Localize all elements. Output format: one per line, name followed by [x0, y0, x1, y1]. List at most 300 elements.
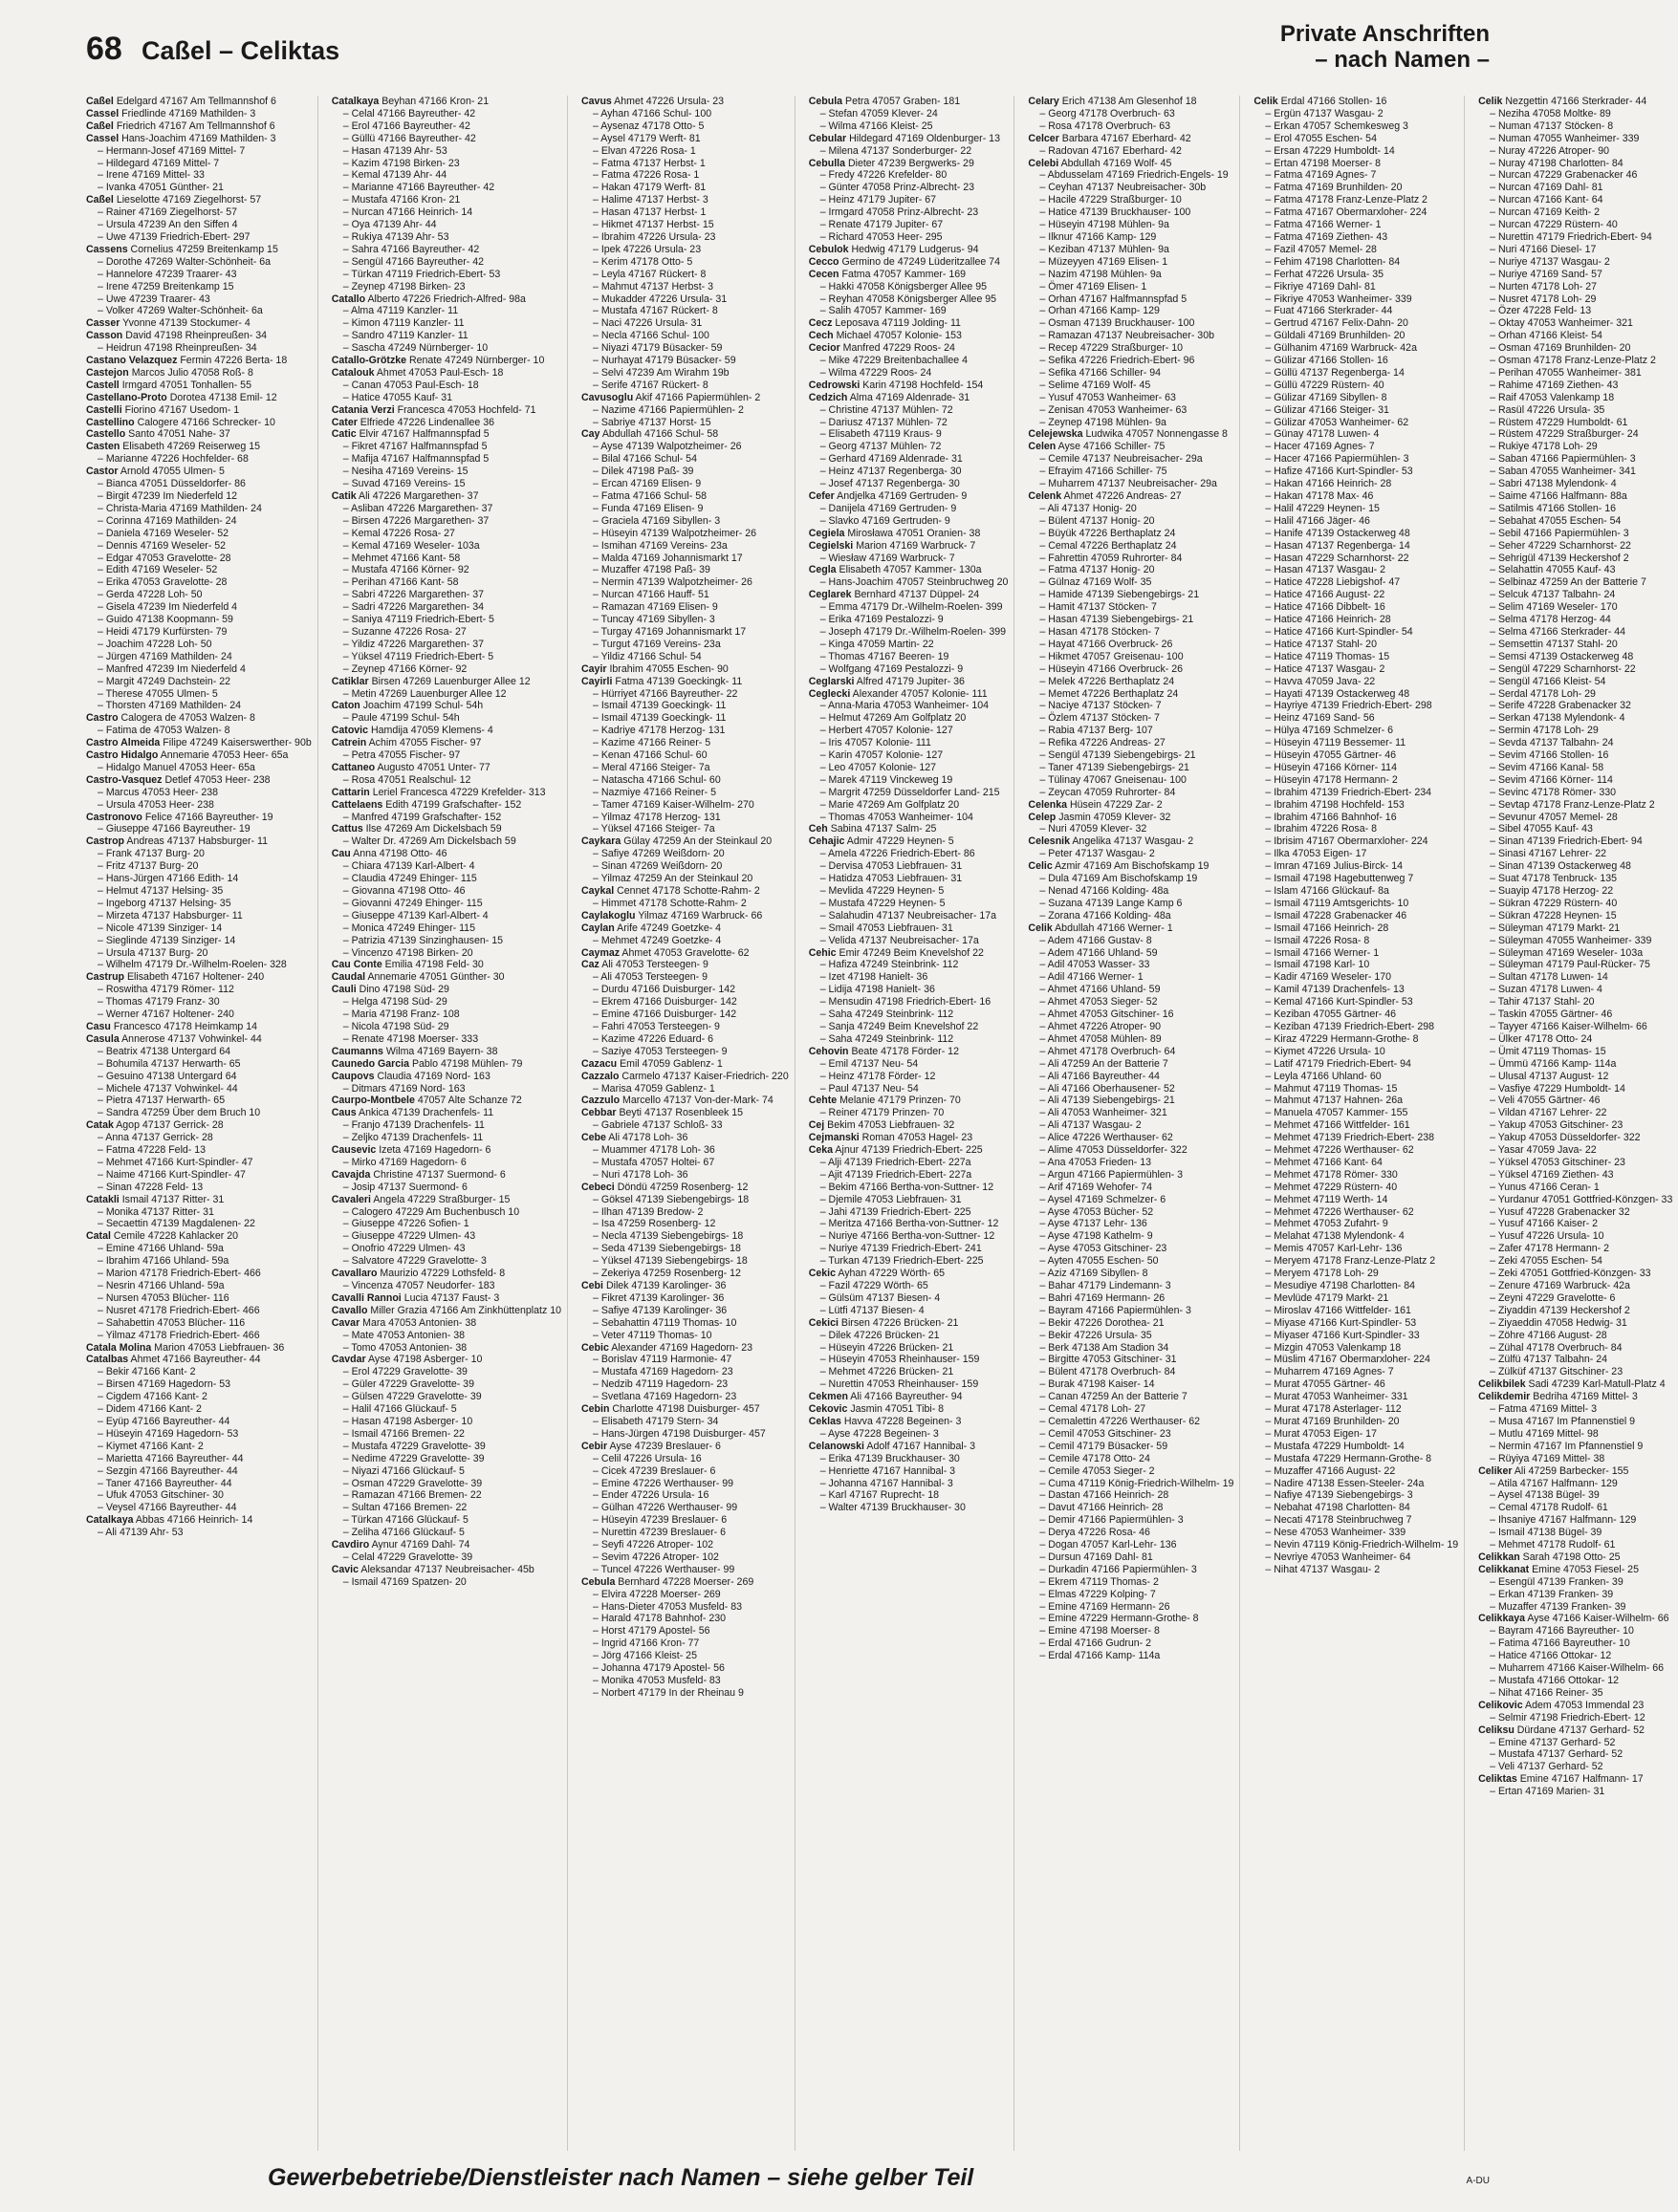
entry-text: – Hatice 47137 Wasgau- 2 — [1265, 662, 1385, 675]
directory-entry — [1478, 1428, 1672, 1441]
entry-text: – Orhan 47167 Halfmannspfad 5 — [1039, 293, 1188, 305]
directory-entry — [1028, 823, 1233, 835]
entry-text: – Hüseyin 47053 Rheinhauser- 159 — [819, 1354, 980, 1366]
entry-text: – Gülnaz 47169 Wolf- 35 — [1039, 576, 1152, 589]
directory-entry — [332, 1564, 561, 1576]
entry-text: Bernhard 47228 Moerser- 269 — [618, 1575, 754, 1588]
directory-entry — [809, 158, 1009, 170]
entry-text: – Fazil 47057 Memel- 28 — [1265, 243, 1377, 255]
directory-entry — [1028, 959, 1233, 971]
entry-text: – Irene 47259 Breitenkamp 15 — [98, 280, 234, 293]
entry-text: Hildegard 47169 Oldenburger- 13 — [849, 132, 1000, 144]
directory-entry — [1478, 1761, 1672, 1773]
directory-entry — [809, 206, 1009, 219]
directory-entry — [1478, 947, 1672, 960]
directory-entry — [581, 133, 789, 145]
entry-text: – Rosa 47051 Realschul- 12 — [342, 773, 471, 786]
entry-text: – Murat 47055 Gärtner- 46 — [1265, 1378, 1385, 1391]
directory-entry — [332, 1378, 561, 1391]
entry-surname: Cehajic — [808, 835, 845, 848]
entry-text: – Durdu 47166 Duisburger- 142 — [593, 984, 736, 996]
entry-surname: Cau Conte — [331, 959, 382, 971]
directory-entry — [332, 1502, 561, 1514]
entry-text: – Josef 47137 Regenberga- 30 — [819, 478, 960, 490]
entry-text: – Dilek 47226 Brücken- 21 — [819, 1329, 940, 1341]
entry-text: – Hans-Jürgen 47166 Edith- 14 — [98, 873, 239, 885]
directory-entry — [581, 1650, 789, 1662]
entry-text: – Ajit 47139 Friedrich-Ebert- 227a — [819, 1168, 972, 1181]
entry-text: – Kimon 47119 Kanzler- 11 — [342, 317, 465, 330]
entry-text: – Yildiz 47226 Margarethen- 37 — [342, 638, 484, 650]
directory-entry — [86, 108, 312, 120]
entry-surname: Ceglarski — [808, 675, 855, 687]
entry-text: – Renate 47198 Moerser- 333 — [342, 1032, 479, 1045]
entry-text: – Nermin 47167 Im Pfannenstiel 9 — [1490, 1440, 1644, 1452]
entry-text: – Zülküf 47137 Gitschiner- 23 — [1490, 1366, 1624, 1378]
entry-text: – Hasan 47139 Siebengebirgs- 21 — [1039, 614, 1194, 626]
entry-text: – Chiara 47139 Karl-Albert- 4 — [342, 860, 475, 873]
entry-text: – Nurhayat 47179 Büsacker- 59 — [593, 355, 736, 367]
directory-entry — [581, 293, 789, 306]
directory-entry — [581, 1008, 789, 1021]
entry-text: – Güler 47229 Gravelotte- 39 — [342, 1378, 474, 1391]
entry-text: – Johanna 47167 Hannibal- 3 — [819, 1477, 953, 1489]
entry-text: – Semsettin 47137 Stahl- 20 — [1490, 638, 1618, 650]
entry-text: – Hildegard 47169 Mittel- 7 — [98, 157, 220, 169]
directory-entry — [1253, 355, 1458, 367]
directory-entry — [809, 885, 1009, 898]
entry-surname: Ceglecki — [808, 687, 851, 700]
directory-entry — [1478, 1403, 1672, 1416]
directory-entry — [581, 959, 789, 971]
entry-text: Döndü 47259 Rosenberg- 12 — [617, 1181, 749, 1193]
entry-text: – Fatma 47169 Mittel- 3 — [1490, 1403, 1598, 1416]
entry-text: – Lidija 47198 Hanielt- 36 — [819, 984, 935, 996]
directory-entry — [809, 1206, 1009, 1219]
entry-text: – Sermin 47178 Loh- 29 — [1490, 725, 1599, 737]
directory-entry — [1478, 589, 1672, 601]
directory-entry — [1478, 194, 1672, 206]
entry-text: – Muharrem 47137 Neubreisacher- 29a — [1039, 478, 1217, 490]
entry-text: – Ismail 47169 Spatzen- 20 — [342, 1575, 467, 1588]
directory-entry — [86, 1416, 312, 1428]
directory-entry — [1478, 1292, 1672, 1305]
directory-entry — [1028, 108, 1233, 120]
entry-text: – Ismihan 47169 Vereins- 23a — [593, 539, 728, 552]
entry-text: – Mustafa 47166 Kron- 21 — [342, 194, 461, 206]
entry-text: – Wilma 47229 Roos- 24 — [819, 366, 932, 379]
directory-entry — [1253, 1305, 1458, 1317]
entry-text: Ajnur 47139 Friedrich-Ebert- 225 — [835, 1144, 983, 1157]
entry-text: – Cigdem 47166 Kant- 2 — [98, 1391, 207, 1403]
directory-entry — [1028, 688, 1233, 701]
entry-text: – Erol 47166 Bayreuther- 42 — [342, 119, 470, 132]
directory-entry — [1253, 515, 1458, 528]
directory-entry — [1028, 182, 1233, 194]
entry-text: – Erol 47055 Eschen- 54 — [1265, 132, 1377, 144]
directory-entry — [1028, 922, 1233, 935]
entry-surname: Castro Almeida — [86, 737, 161, 749]
entry-text: – Aysel 47179 Werft- 81 — [593, 132, 701, 144]
entry-text: – Ramazan 47169 Elisen- 9 — [593, 601, 718, 614]
entry-text: – Abdusselam 47169 Friedrich-Engels- 19 — [1039, 169, 1229, 182]
directory-entry — [332, 1391, 561, 1403]
entry-text: – Hans-Jürgen 47198 Duisburger- 457 — [593, 1427, 766, 1440]
directory-entry — [86, 293, 312, 306]
entry-surname: Castell — [86, 379, 120, 391]
entry-text: – Hannelore 47239 Traarer- 43 — [98, 268, 237, 280]
entry-text: – Saban 47166 Papiermühlen- 3 — [1490, 453, 1636, 466]
directory-entry — [1253, 404, 1458, 417]
entry-text: – Nurettin 47179 Friedrich-Ebert- 94 — [1490, 230, 1652, 243]
entry-text: – Giovanna 47198 Otto- 46 — [342, 885, 466, 897]
entry-surname: Cebulla — [808, 157, 845, 169]
directory-entry — [581, 194, 789, 206]
directory-entry — [809, 1182, 1009, 1194]
entry-text: – Bayram 47166 Papiermühlen- 3 — [1039, 1304, 1191, 1316]
entry-text: – Naime 47166 Kurt-Spindler- 47 — [98, 1168, 246, 1181]
entry-text: – Hanife 47139 Ostackerweg 48 — [1265, 527, 1410, 539]
entry-text: Emilia 47198 Feld- 30 — [384, 959, 484, 971]
entry-text: – Jahi 47139 Friedrich-Ebert- 225 — [819, 1205, 971, 1218]
directory-entry — [86, 1169, 312, 1182]
entry-text: – Gülsüm 47137 Biesen- 4 — [819, 1291, 941, 1304]
directory-entry — [809, 528, 1009, 540]
directory-entry — [809, 428, 1009, 441]
entry-text: – Eyüp 47166 Bayreuther- 44 — [98, 1415, 230, 1427]
directory-entry — [581, 1119, 789, 1132]
directory-entry — [809, 540, 1009, 553]
directory-entry — [332, 417, 561, 429]
entry-text: Calogera de 47053 Walzen- 8 — [120, 712, 255, 725]
entry-text: Annemarie 47053 Heer- 65a — [160, 749, 289, 762]
entry-surname: Ceglarek — [808, 589, 852, 601]
entry-text: – Meral 47166 Steiger- 7a — [593, 761, 710, 773]
directory-entry — [86, 737, 312, 749]
directory-entry — [809, 1280, 1009, 1292]
directory-entry — [332, 1194, 561, 1206]
directory-entry — [1028, 158, 1233, 170]
entry-text: – Mehmet 47178 Rudolf- 61 — [1490, 1539, 1616, 1551]
entry-text: – Sevim 47166 Kanal- 58 — [1490, 761, 1604, 773]
directory-entry — [809, 145, 1009, 158]
entry-text: – Edgar 47053 Gravelotte- 28 — [98, 552, 231, 564]
directory-entry — [1478, 601, 1672, 614]
directory-entry — [1478, 1539, 1672, 1551]
entry-text: – Zeljko 47139 Drachenfels- 11 — [342, 1132, 484, 1144]
entry-text: – Fahri 47053 Tersteegen- 9 — [593, 1020, 720, 1032]
directory-entry — [809, 725, 1009, 737]
entry-text: – Ramazan 47137 Neubreisacher- 30b — [1039, 330, 1214, 342]
entry-text: – Anna-Maria 47053 Wanheimer- 104 — [819, 700, 989, 712]
entry-text: – Perihan 47055 Wanheimer- 381 — [1490, 366, 1642, 379]
directory-entry — [86, 1403, 312, 1416]
directory-entry — [809, 601, 1009, 614]
entry-text: Adolf 47167 Hannibal- 3 — [866, 1440, 976, 1452]
entry-text: Ali 47178 Loh- 36 — [608, 1132, 688, 1144]
entry-surname: Catic — [331, 428, 357, 441]
entry-surname: Ceka — [808, 1144, 834, 1157]
entry-text: – Sengül 47166 Bayreuther- 42 — [342, 255, 484, 268]
entry-surname: Celikkan — [1478, 1551, 1520, 1563]
entry-surname: Castellano-Proto — [86, 391, 167, 403]
directory-entry — [1478, 1551, 1672, 1564]
entry-surname: Celiksu — [1478, 1724, 1515, 1736]
entry-text: – Harald 47178 Bahnhof- 230 — [593, 1613, 727, 1625]
directory-entry — [809, 219, 1009, 231]
entry-text: – Müzeyyen 47169 Elisen- 1 — [1039, 255, 1168, 268]
entry-text: Elisabeth 47167 Holtener- 240 — [126, 971, 265, 984]
entry-text: Leposava 47119 Jolding- 11 — [835, 317, 961, 330]
directory-entry — [809, 835, 1009, 848]
directory-entry — [581, 1083, 789, 1095]
directory-entry — [1478, 1083, 1672, 1095]
entry-surname: Catovic — [331, 725, 369, 737]
entry-text: – Zafer 47178 Hermann- 2 — [1490, 1243, 1609, 1255]
directory-entry — [1253, 1478, 1458, 1490]
directory-entry — [809, 108, 1009, 120]
entry-text: – Henriette 47167 Hannibal- 3 — [819, 1464, 956, 1477]
directory-entry — [1028, 1157, 1233, 1169]
entry-text: – Seda 47139 Siebengebirgs- 18 — [593, 1243, 741, 1255]
entry-text: – Thomas 47179 Franz- 30 — [98, 996, 220, 1008]
entry-text: – Ali 47137 Honig- 20 — [1039, 502, 1137, 514]
entry-text: – Michele 47137 Vohwinkel- 44 — [98, 1082, 238, 1095]
entry-text: – Ertan 47169 Marien- 31 — [1490, 1786, 1605, 1798]
entry-text: – Nebahat 47198 Charlotten- 84 — [1265, 1502, 1410, 1514]
directory-entry — [581, 749, 789, 762]
directory-entry — [1028, 342, 1233, 355]
entry-text: – Raif 47053 Valenkamp 18 — [1490, 391, 1615, 403]
entry-text: – Burak 47198 Kaiser- 14 — [1039, 1378, 1155, 1391]
directory-entry — [332, 503, 561, 515]
directory-entry — [1028, 1416, 1233, 1428]
directory-entry — [581, 1465, 789, 1478]
entry-text: – Selahattin 47055 Kauf- 43 — [1490, 564, 1616, 576]
directory-entry — [1253, 1255, 1458, 1268]
entry-text: – Zeynep 47198 Birken- 23 — [342, 280, 466, 293]
entry-text: – Helmut 47269 Am Golfplatz 20 — [819, 712, 967, 725]
entry-text: – Yasar 47059 Java- 22 — [1490, 1144, 1597, 1157]
directory-entry — [1253, 540, 1458, 553]
entry-text: – Ali 47166 Bayreuther- 44 — [1039, 1070, 1160, 1082]
section-title-line-1: Private Anschriften — [1279, 21, 1490, 47]
section-title — [1280, 21, 1490, 73]
directory-entry — [1253, 812, 1458, 824]
entry-surname: Cater — [331, 416, 358, 428]
directory-entry — [86, 1317, 312, 1330]
directory-entry — [1253, 466, 1458, 478]
entry-text: – Saniya 47119 Friedrich-Ebert- 5 — [342, 614, 494, 626]
directory-entry — [1028, 1564, 1233, 1576]
directory-entry — [1028, 725, 1233, 737]
entry-surname: Cassel — [86, 132, 120, 144]
entry-text: – Yusuf 47228 Grabenacker 32 — [1490, 1205, 1630, 1218]
directory-entry — [1478, 1218, 1672, 1230]
entry-text: Ilse 47269 Am Dickelsbach 59 — [365, 823, 502, 835]
directory-entry — [1253, 1230, 1458, 1243]
entry-text: – Suzanne 47226 Rosa- 27 — [342, 625, 467, 638]
entry-text: – Bekim 47166 Bertha-von-Suttner- 12 — [819, 1181, 994, 1193]
entry-text: – Sinan 47228 Feld- 13 — [98, 1181, 204, 1193]
entry-text: Adem 47053 Immendal 23 — [1525, 1699, 1645, 1711]
directory-entry — [581, 589, 789, 601]
directory-entry — [1028, 639, 1233, 651]
entry-text: – Suayip 47178 Herzog- 22 — [1490, 885, 1614, 897]
entry-text: – Mustafa 47057 Holtei- 67 — [593, 1156, 715, 1168]
directory-entry — [86, 835, 312, 848]
directory-entry — [1028, 355, 1233, 367]
entry-text: – Petra 47055 Fischer- 97 — [342, 749, 461, 762]
directory-entry — [1478, 133, 1672, 145]
directory-entry — [581, 453, 789, 466]
entry-surname: Celikbilek — [1478, 1378, 1526, 1391]
directory-entry — [86, 860, 312, 873]
entry-text: – Monika 47053 Musfeld- 83 — [593, 1675, 721, 1686]
directory-entry — [1478, 367, 1672, 380]
directory-entry — [1478, 885, 1672, 898]
directory-entry — [809, 1305, 1009, 1317]
entry-text: – Numan 47055 Wanheimer- 339 — [1490, 132, 1640, 144]
entry-text: Alexander 47169 Hagedorn- 23 — [611, 1341, 753, 1354]
directory-entry — [1253, 133, 1458, 145]
directory-entry — [581, 182, 789, 194]
directory-entry — [1028, 428, 1233, 441]
directory-entry — [581, 1058, 789, 1071]
entry-text: – Ekrem 47166 Duisburger- 142 — [593, 996, 737, 1008]
directory-entry — [332, 108, 561, 120]
entry-text: – Nurcan 47169 Dahl- 81 — [1490, 182, 1603, 194]
entry-text: Elisabeth 47269 Reiserweg 15 — [122, 441, 260, 453]
entry-text: Elvir 47167 Halfmannspfad 5 — [359, 428, 490, 441]
directory-entry — [809, 651, 1009, 663]
directory-entry — [1478, 231, 1672, 244]
directory-entry — [86, 799, 312, 812]
directory-entry — [86, 194, 312, 206]
entry-text: Ayse 47198 Asberger- 10 — [368, 1354, 483, 1366]
entry-surname: Cech — [808, 330, 834, 342]
directory-entry — [332, 1280, 561, 1292]
entry-text: – Mesudiye 47198 Charlotten- 84 — [1265, 1280, 1416, 1291]
entry-text: – Hürriyet 47166 Bayreuther- 22 — [593, 687, 738, 700]
entry-text: – Tuncel 47226 Werthauser- 99 — [593, 1563, 735, 1575]
entry-text: – Büyük 47226 Berthaplatz 24 — [1039, 527, 1176, 539]
entry-text: – Sinan 47139 Friedrich-Ebert- 94 — [1490, 835, 1643, 848]
directory-entry — [86, 1107, 312, 1119]
directory-entry — [332, 305, 561, 317]
entry-text: – Sebil 47166 Papiermühlen- 3 — [1490, 527, 1629, 539]
entry-text: – Memet 47226 Berthaplatz 24 — [1039, 687, 1179, 700]
entry-text: – Nazim 47198 Mühlen- 9a — [1039, 268, 1162, 280]
entry-text: – Nesrin 47166 Uhland- 59a — [98, 1280, 225, 1291]
entry-text: – Fatima de 47053 Walzen- 8 — [98, 725, 230, 737]
entry-text: – Bilal 47166 Schul- 54 — [593, 453, 697, 466]
entry-text: – Yakup 47053 Düsseldorfer- 322 — [1490, 1132, 1641, 1144]
entry-text: – Veysel 47166 Bayreuther- 44 — [98, 1502, 237, 1514]
entry-text: – Hatice 47166 Ottokar- 12 — [1490, 1650, 1612, 1662]
entry-text: – Ümmü 47166 Kamp- 114a — [1490, 1057, 1617, 1070]
directory-entry — [86, 281, 312, 293]
entry-text: – Wolfgang 47169 Pestalozzi- 9 — [819, 662, 964, 675]
directory-entry — [332, 490, 561, 503]
entry-text: – Kiymet 47166 Kant- 2 — [98, 1440, 204, 1452]
entry-text: – Monika 47137 Ritter- 31 — [98, 1205, 214, 1218]
entry-surname: Cekici — [808, 1316, 839, 1329]
entry-text: Dino 47198 Süd- 29 — [359, 984, 449, 996]
entry-surname: Celikkanat — [1478, 1563, 1530, 1575]
directory-entry — [1478, 466, 1672, 478]
directory-entry — [1253, 182, 1458, 194]
entry-text: – Hafize 47166 Kurt-Spindler- 53 — [1265, 466, 1413, 478]
directory-entry — [1478, 1576, 1672, 1589]
directory-entry — [332, 639, 561, 651]
entry-text: – Nese 47053 Wanheimer- 339 — [1265, 1527, 1406, 1539]
entry-text: – Fritz 47137 Burg- 20 — [98, 860, 199, 873]
entry-text: – Mahmut 47119 Thomas- 15 — [1265, 1082, 1398, 1095]
directory-entry — [1028, 996, 1233, 1008]
directory-entry — [581, 910, 789, 922]
directory-entry — [1253, 589, 1458, 601]
directory-entry — [1253, 935, 1458, 947]
directory-entry — [86, 158, 312, 170]
directory-entry — [1478, 392, 1672, 404]
entry-text: – Hatice 47166 Dibbelt- 16 — [1265, 601, 1385, 614]
directory-entry — [1478, 823, 1672, 835]
directory-entry — [581, 404, 789, 417]
directory-entry — [1478, 145, 1672, 158]
directory-entry — [86, 1008, 312, 1021]
directory-entry — [1028, 1489, 1233, 1502]
entry-text: – Yusuf 47166 Kaiser- 2 — [1490, 1218, 1599, 1230]
entry-text: – Volker 47269 Walter-Schönheit- 6a — [98, 305, 263, 317]
entry-text: – Nazmiye 47166 Reiner- 5 — [593, 786, 716, 798]
directory-columns — [86, 96, 1673, 2151]
entry-text: – Kadir 47169 Weseler- 170 — [1265, 971, 1392, 984]
directory-entry — [581, 1453, 789, 1465]
entry-text: – Hakan 47166 Heinrich- 28 — [1265, 478, 1392, 490]
entry-text: – Ditmars 47169 Nord- 163 — [342, 1082, 466, 1095]
directory-entry — [332, 688, 561, 701]
entry-text: – Nadire 47138 Essen-Steeler- 24a — [1265, 1477, 1425, 1489]
entry-text: – Hasan 47139 Ahr- 53 — [342, 144, 447, 157]
directory-entry — [581, 898, 789, 910]
directory-entry — [86, 1194, 312, 1206]
entry-surname: Casser — [86, 317, 120, 330]
entry-text: – Thomas 47053 Wanheimer- 104 — [819, 811, 973, 823]
entry-text: – Ilhan 47139 Bredow- 2 — [593, 1205, 704, 1218]
directory-entry — [1253, 108, 1458, 120]
directory-entry — [86, 182, 312, 194]
directory-entry — [1253, 737, 1458, 749]
directory-entry — [1028, 478, 1233, 490]
directory-entry — [809, 330, 1009, 342]
entry-text: – Canan 47053 Paul-Esch- 18 — [342, 379, 479, 391]
entry-text: – Sükran 47228 Heynen- 15 — [1490, 909, 1617, 922]
entry-text: – Berk 47138 Am Stadion 34 — [1039, 1341, 1169, 1354]
entry-text: – Thomas 47167 Beeren- 19 — [819, 650, 949, 662]
entry-surname: Cebula — [581, 1575, 616, 1588]
entry-text: – Bianca 47051 Düsseldorfer- 86 — [98, 478, 246, 490]
directory-entry — [1028, 589, 1233, 601]
entry-text: – Reyhan 47058 Königsberger Allee 95 — [819, 293, 997, 305]
entry-text: – Müslim 47167 Obermarxloher- 224 — [1265, 1354, 1430, 1366]
entry-text: – Zühal 47178 Overbruch- 84 — [1490, 1341, 1623, 1354]
entry-text: – Hüseyin 47139 Walpotzheimer- 26 — [593, 527, 756, 539]
entry-text: – Sebahat 47055 Eschen- 54 — [1490, 514, 1622, 527]
directory-entry — [1028, 935, 1233, 947]
entry-text: – Sükran 47229 Rüstern- 40 — [1490, 897, 1618, 909]
directory-entry — [581, 835, 789, 848]
